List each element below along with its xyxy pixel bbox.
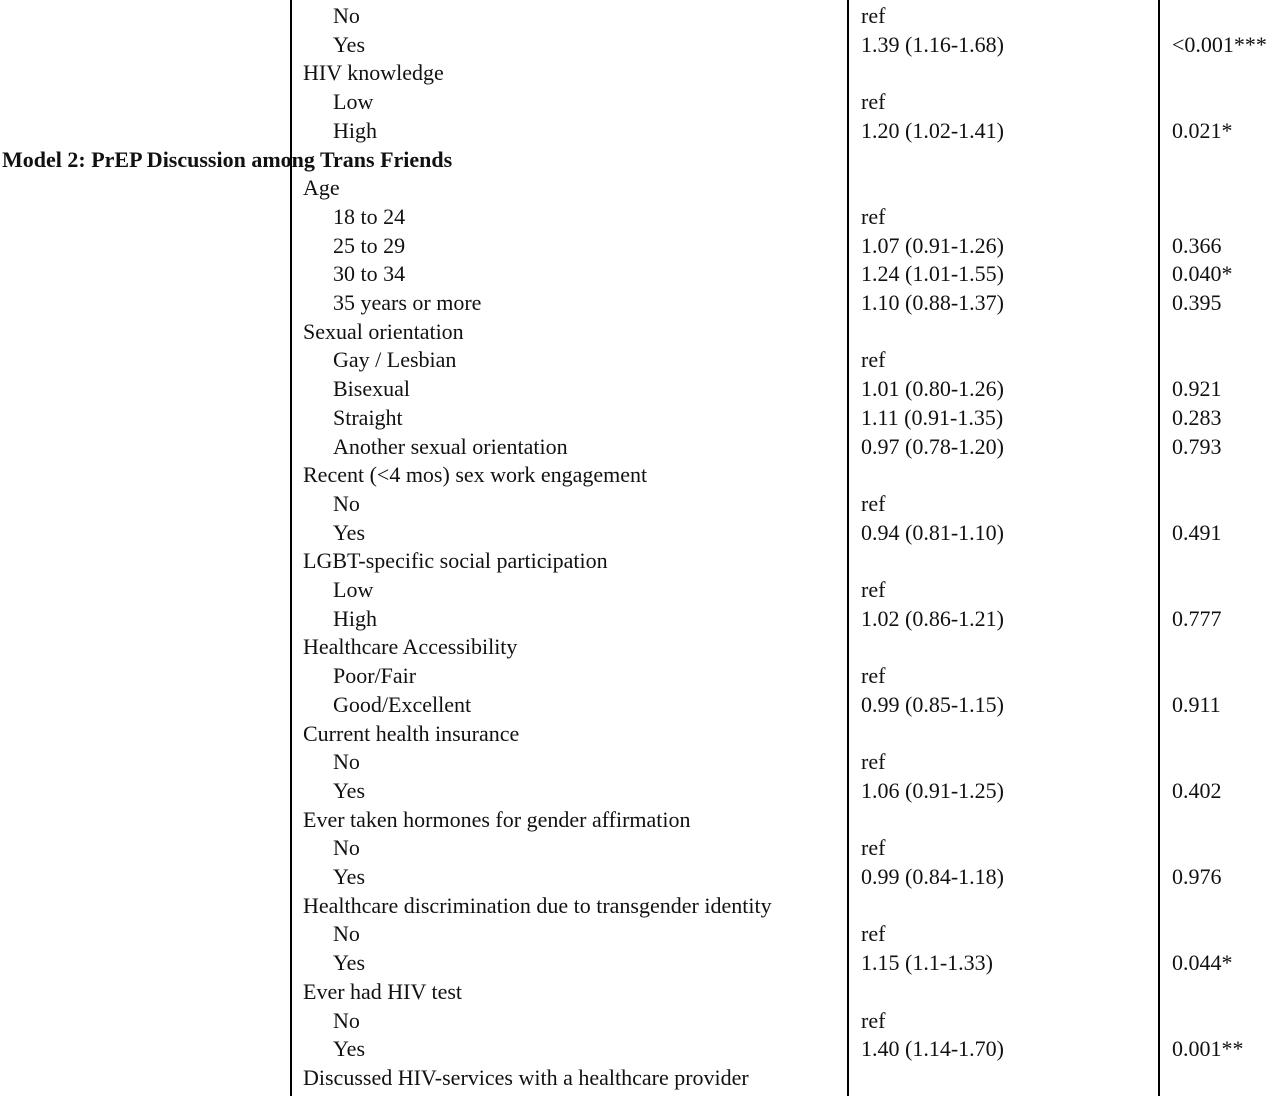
- model-heading: Model 2: PrEP Discussion among Trans Friends: [2, 146, 453, 172]
- table-row: [0, 1, 1280, 30]
- variable-row: [0, 173, 1280, 202]
- model-heading-row: [0, 145, 1280, 174]
- variable-label: HIV knowledge: [303, 60, 444, 86]
- table-row: [0, 403, 1280, 432]
- variable-label: Recent (<4 mos) sex work engagement: [303, 462, 648, 488]
- p-value-cell: 0.040*: [1172, 261, 1233, 287]
- odds-ratio-cell: 1.10 (0.88-1.37): [861, 290, 1004, 315]
- table-row: [0, 747, 1280, 776]
- category-label: No: [333, 3, 360, 28]
- odds-ratio-cell: ref: [861, 89, 886, 115]
- odds-ratio-cell: 1.07 (0.91-1.26): [861, 232, 1004, 258]
- category-label: Straight: [333, 404, 403, 430]
- category-label: No: [333, 490, 360, 516]
- variable-row: [0, 632, 1280, 661]
- odds-ratio-cell: 0.99 (0.85-1.15): [861, 691, 1004, 717]
- variable-label: LGBT-specific social participation: [303, 548, 608, 574]
- p-value-cell: 0.921: [1172, 376, 1222, 402]
- table-row: [0, 833, 1280, 862]
- odds-ratio-cell: 1.39 (1.16-1.68): [861, 31, 1004, 57]
- p-value-cell: <0.001***: [1172, 31, 1267, 57]
- category-label: 18 to 24: [333, 203, 406, 229]
- p-value-cell: 0.491: [1172, 519, 1222, 545]
- table-row: [0, 948, 1280, 977]
- p-value-cell: 0.777: [1172, 605, 1222, 631]
- variable-label: Healthcare discrimination due to transgender identity: [303, 892, 772, 918]
- odds-ratio-cell: 0.97 (0.78-1.20): [861, 433, 1004, 459]
- odds-ratio-cell: ref: [861, 490, 886, 516]
- category-label: Poor/Fair: [333, 663, 417, 689]
- p-value-cell: 0.793: [1172, 433, 1222, 459]
- odds-ratio-cell: ref: [861, 835, 886, 861]
- category-label: 25 to 29: [333, 232, 406, 258]
- table-row: [0, 661, 1280, 690]
- variable-label: Ever taken hormones for gender affirmation: [303, 806, 691, 832]
- odds-ratio-cell: 0.94 (0.81-1.10): [861, 519, 1004, 545]
- variable-row: [0, 58, 1280, 87]
- category-label: Yes: [333, 777, 366, 803]
- table-row: [0, 231, 1280, 260]
- variable-label: Healthcare Accessibility: [303, 634, 518, 660]
- category-label: No: [333, 1007, 360, 1033]
- table-row: [0, 288, 1280, 317]
- variable-label: Sexual orientation: [303, 318, 464, 344]
- category-label: Yes: [333, 1036, 366, 1062]
- odds-ratio-cell: ref: [861, 663, 886, 689]
- table-row: [0, 575, 1280, 604]
- p-value-cell: 0.001**: [1172, 1036, 1244, 1062]
- category-label: No: [333, 921, 360, 947]
- table-row: [0, 432, 1280, 461]
- category-label: Low: [333, 89, 374, 115]
- odds-ratio-cell: ref: [861, 921, 886, 947]
- category-label: 30 to 34: [333, 261, 406, 287]
- category-label: Good/Excellent: [333, 691, 472, 717]
- odds-ratio-cell: 1.20 (1.02-1.41): [861, 117, 1004, 143]
- table-row: [0, 345, 1280, 374]
- variable-row: [0, 317, 1280, 346]
- odds-ratio-cell: 0.99 (0.84-1.18): [861, 864, 1004, 889]
- category-label: High: [333, 605, 377, 631]
- p-value-cell: 0.283: [1172, 404, 1222, 430]
- table-row: [0, 862, 1280, 891]
- table-row: [0, 690, 1280, 719]
- p-value-cell: 0.402: [1172, 777, 1222, 803]
- table-row: [0, 489, 1280, 518]
- table-row: [0, 1006, 1280, 1035]
- p-value-cell: 0.366: [1172, 232, 1222, 258]
- variable-row: [0, 719, 1280, 748]
- p-value-cell: 0.911: [1172, 691, 1221, 717]
- category-label: Yes: [333, 519, 366, 545]
- category-label: No: [333, 749, 360, 775]
- variable-row: [0, 546, 1280, 575]
- p-value-cell: 0.044*: [1172, 950, 1233, 976]
- variable-row: [0, 805, 1280, 834]
- category-label: High: [333, 117, 377, 143]
- odds-ratio-cell: ref: [861, 203, 886, 229]
- variable-row: [0, 460, 1280, 489]
- table-row: [0, 919, 1280, 948]
- category-label: Bisexual: [333, 376, 410, 402]
- odds-ratio-cell: 1.02 (0.86-1.21): [861, 605, 1004, 631]
- variable-row: [0, 1063, 1280, 1092]
- odds-ratio-cell: ref: [861, 1007, 886, 1033]
- table-row: [0, 116, 1280, 145]
- table-row: [0, 776, 1280, 805]
- odds-ratio-cell: 1.15 (1.1-1.33): [861, 950, 993, 976]
- odds-ratio-cell: 1.11 (0.91-1.35): [861, 404, 1004, 430]
- table-row: [0, 87, 1280, 116]
- category-label: Yes: [333, 31, 366, 57]
- odds-ratio-cell: ref: [861, 3, 886, 28]
- odds-ratio-cell: 1.24 (1.01-1.55): [861, 261, 1004, 287]
- table-row: [0, 1034, 1280, 1063]
- table-row: [0, 604, 1280, 633]
- p-value-cell: 0.976: [1172, 864, 1222, 889]
- variable-label: Current health insurance: [303, 720, 520, 746]
- category-label: 35 years or more: [333, 290, 482, 315]
- odds-ratio-cell: ref: [861, 347, 886, 373]
- p-value-cell: 0.021*: [1172, 117, 1233, 143]
- odds-ratio-cell: 1.06 (0.91-1.25): [861, 777, 1004, 803]
- category-label: Yes: [333, 864, 366, 889]
- odds-ratio-cell: ref: [861, 749, 886, 775]
- variable-label: Ever had HIV test: [303, 978, 463, 1004]
- category-label: Yes: [333, 950, 366, 976]
- table-row: [0, 518, 1280, 547]
- table-row: [0, 30, 1280, 59]
- odds-ratio-cell: 1.40 (1.14-1.70): [861, 1036, 1004, 1062]
- table-row: [0, 202, 1280, 231]
- variable-label: Age: [303, 175, 340, 201]
- category-label: Low: [333, 577, 374, 602]
- category-label: No: [333, 835, 360, 861]
- variable-row: [0, 977, 1280, 1006]
- odds-ratio-cell: ref: [861, 577, 886, 602]
- odds-ratio-cell: 1.01 (0.80-1.26): [861, 376, 1004, 402]
- variable-row: [0, 891, 1280, 920]
- variable-label: Discussed HIV-services with a healthcare provider: [303, 1064, 749, 1090]
- p-value-cell: 0.395: [1172, 290, 1222, 315]
- table-row: [0, 374, 1280, 403]
- table-row: [0, 259, 1280, 288]
- category-label: Gay / Lesbian: [333, 347, 457, 373]
- category-label: Another sexual orientation: [333, 433, 568, 459]
